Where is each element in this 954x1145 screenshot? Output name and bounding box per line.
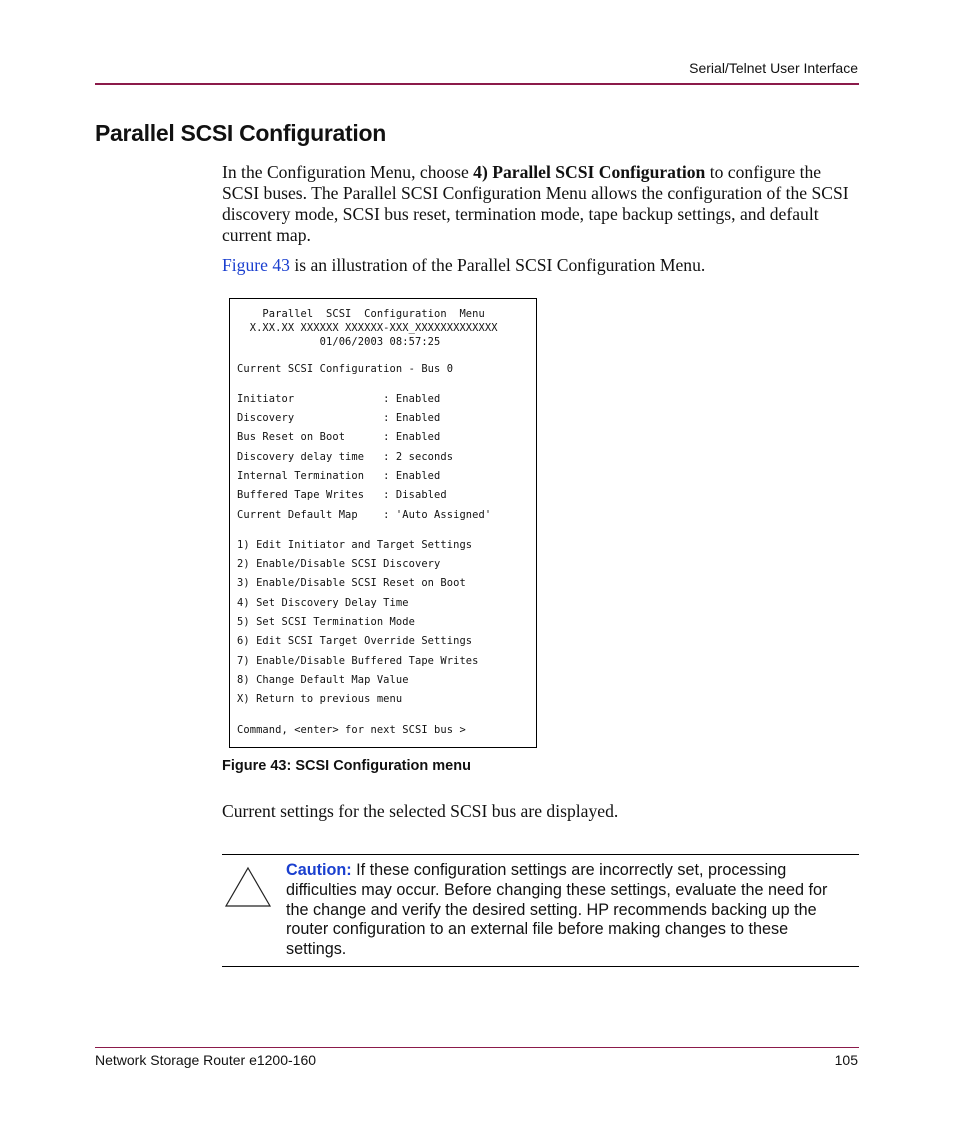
- terminal-setting-buffered: Buffered Tape Writes : Disabled: [237, 489, 447, 501]
- terminal-menu-option-8: 8) Change Default Map Value: [237, 674, 409, 686]
- figure-reference-text: is an illustration of the Parallel SCSI Configuration Menu.: [289, 255, 706, 275]
- terminal-menu-option-7: 7) Enable/Disable Buffered Tape Writes: [237, 655, 479, 667]
- terminal-menu-option-5: 5) Set SCSI Termination Mode: [237, 616, 415, 628]
- terminal-command-prompt: Command, <enter> for next SCSI bus >: [237, 724, 466, 736]
- terminal-menu-option-1: 1) Edit Initiator and Target Settings: [237, 539, 473, 551]
- terminal-setting-discovery: Discovery : Enabled: [237, 412, 441, 424]
- caution-triangle-icon: [224, 866, 272, 913]
- intro-bold-menu-option: 4) Parallel SCSI Configuration: [473, 162, 706, 182]
- section-title: Parallel SCSI Configuration: [95, 120, 386, 146]
- terminal-setting-delay: Discovery delay time : 2 seconds: [237, 451, 454, 463]
- terminal-menu-option-2: 2) Enable/Disable SCSI Discovery: [237, 558, 441, 570]
- terminal-datetime: 01/06/2003 08:57:25: [237, 336, 441, 348]
- intro-paragraph: [222, 162, 862, 246]
- terminal-menu-title: Parallel SCSI Configuration Menu: [237, 308, 485, 320]
- intro-prefix: In the Configuration Menu, choose: [222, 162, 474, 182]
- terminal-menu-option-x: X) Return to previous menu: [237, 693, 403, 705]
- page-number: 105: [834, 1052, 858, 1068]
- figure-caption: Figure 43: SCSI Configuration menu: [222, 758, 471, 774]
- terminal-menu-option-4: 4) Set Discovery Delay Time: [237, 597, 409, 609]
- caution-body: If these configuration settings are incorrectly set, processing difficulties may occur. Before changing these settings, evaluate the need for the change and verify the desired setting. HP recommends backing up the router configuration to an external file before making changes to these settings.: [286, 861, 828, 959]
- terminal-setting-initiator: Initiator : Enabled: [237, 393, 441, 405]
- terminal-setting-termination: Internal Termination : Enabled: [237, 470, 441, 482]
- caution-note: [286, 861, 846, 960]
- intro-suffix: to configure the SCSI buses. The Parallel SCSI Configuration Menu allows the configuration of the SCSI discovery mode, SCSI bus reset, termination mode, tape backup settings, and default current map.: [222, 162, 849, 245]
- current-settings-paragraph: Current settings for the selected SCSI bus are displayed.: [222, 801, 619, 821]
- running-header: Serial/Telnet User Interface: [689, 60, 858, 76]
- terminal-setting-bus-reset: Bus Reset on Boot : Enabled: [237, 431, 441, 443]
- terminal-menu-option-3: 3) Enable/Disable SCSI Reset on Boot: [237, 577, 466, 589]
- caution-top-rule: [222, 854, 859, 855]
- terminal-version-line: X.XX.XX XXXXXX XXXXXX-XXX_XXXXXXXXXXXXX: [237, 322, 498, 334]
- caution-bottom-rule: [222, 966, 859, 967]
- terminal-screenshot: [229, 298, 537, 748]
- footer-rule: [95, 1047, 859, 1048]
- terminal-setting-default-map: Current Default Map : 'Auto Assigned': [237, 509, 492, 521]
- header-rule: [95, 83, 859, 85]
- figure-reference-paragraph: [222, 255, 705, 276]
- caution-label: Caution:: [286, 861, 352, 879]
- figure-43-link[interactable]: Figure 43: [222, 255, 290, 275]
- terminal-current-bus: Current SCSI Configuration - Bus 0: [237, 363, 454, 375]
- footer-title: Network Storage Router e1200-160: [95, 1052, 317, 1068]
- terminal-menu-option-6: 6) Edit SCSI Target Override Settings: [237, 635, 473, 647]
